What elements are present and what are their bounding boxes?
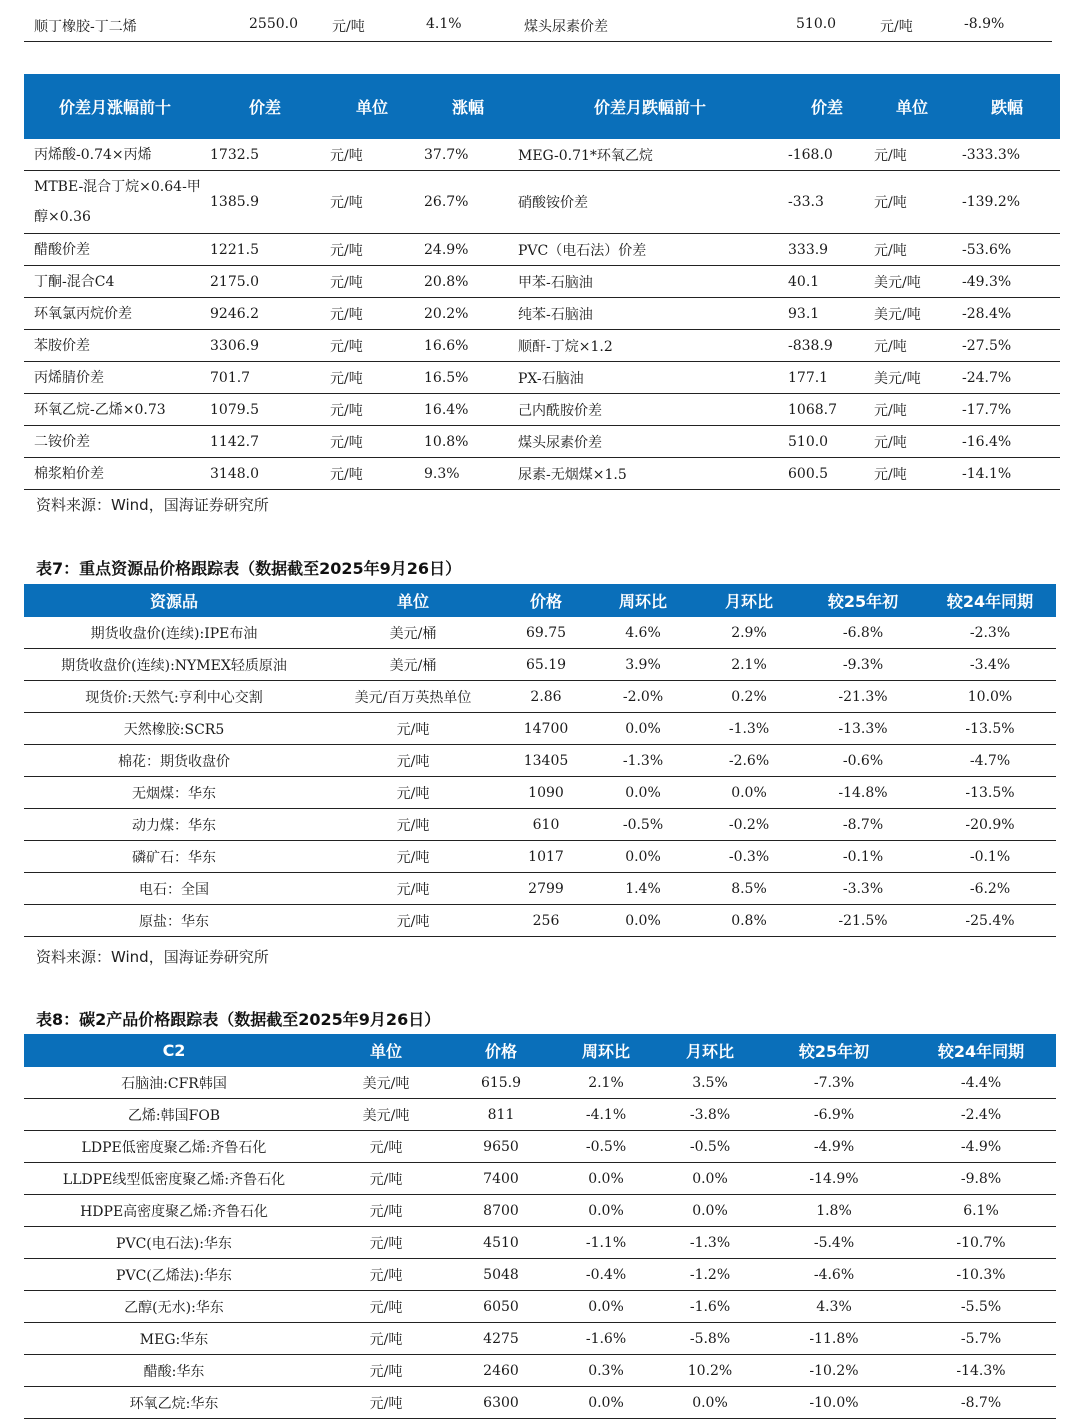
table-cell: 乙醇(无水):华东 — [24, 1291, 324, 1323]
table-cell: MEG:华东 — [24, 1323, 324, 1355]
table-cell: 93.1 — [784, 298, 870, 330]
table-cell: 600.5 — [784, 458, 870, 490]
table-cell: -10.3% — [906, 1259, 1056, 1291]
table-cell: 37.7% — [420, 139, 516, 171]
table-cell: 丙烯腈价差 — [24, 362, 206, 394]
table-cell: -4.9% — [762, 1131, 906, 1163]
column-header: 涨幅 — [420, 74, 516, 139]
table-cell: -2.6% — [696, 745, 802, 777]
table-cell: 2.1% — [554, 1067, 658, 1099]
resource-price-table — [24, 584, 1056, 937]
table-cell: -16.4% — [954, 426, 1060, 458]
table-cell: LLDPE线型低密度聚乙烯:齐鲁石化 — [24, 1163, 324, 1195]
table-cell: -5.8% — [658, 1323, 762, 1355]
table-row — [24, 139, 1060, 171]
table-cell: 20.2% — [420, 298, 516, 330]
table-cell: -4.7% — [924, 745, 1056, 777]
table-cell: 期货收盘价(连续):NYMEX轻质原油 — [24, 649, 324, 681]
table-cell: 2175.0 — [206, 266, 324, 298]
table-cell: 元/吨 — [324, 873, 502, 905]
table-cell: 4.3% — [762, 1291, 906, 1323]
table-cell: 醋酸价差 — [24, 234, 206, 266]
table-cell: 美元/桶 — [324, 617, 502, 649]
table-cell: 9.3% — [420, 458, 516, 490]
table-row — [24, 841, 1056, 873]
table-cell: -3.8% — [658, 1099, 762, 1131]
table-cell: 69.75 — [502, 617, 590, 649]
cont-unit2: 元/吨 — [880, 19, 913, 35]
table-cell: 9246.2 — [206, 298, 324, 330]
table-cell: 元/吨 — [324, 1355, 448, 1387]
table-cell: -14.1% — [954, 458, 1060, 490]
table-cell: -1.6% — [658, 1291, 762, 1323]
cont-unit: 元/吨 — [332, 19, 365, 35]
table-cell: PVC(乙烯法):华东 — [24, 1259, 324, 1291]
column-header: 周环比 — [590, 584, 696, 617]
table-cell: 0.0% — [590, 841, 696, 873]
cont-change2: -8.9% — [964, 16, 1005, 32]
table-cell: 1221.5 — [206, 234, 324, 266]
table-cell: 701.7 — [206, 362, 324, 394]
table-cell: -1.2% — [658, 1259, 762, 1291]
cont-price: 2550.0 — [249, 16, 298, 32]
table-cell: LDPE低密度聚乙烯:齐鲁石化 — [24, 1131, 324, 1163]
table-cell: 元/吨 — [324, 713, 502, 745]
table-cell: 0.0% — [590, 905, 696, 937]
table-cell: -9.8% — [906, 1163, 1056, 1195]
column-header: 价格 — [502, 584, 590, 617]
table-cell: -13.5% — [924, 777, 1056, 809]
table-row — [24, 1387, 1056, 1419]
table-cell: 1068.7 — [784, 394, 870, 426]
table-cell: 0.8% — [696, 905, 802, 937]
table-cell: -5.5% — [906, 1291, 1056, 1323]
table-cell: -21.5% — [802, 905, 924, 937]
table-cell: 丁酮-混合C4 — [24, 266, 206, 298]
table-header-row — [24, 584, 1056, 617]
table-cell: 2460 — [448, 1355, 554, 1387]
column-header: 价差 — [206, 74, 324, 139]
table-row — [24, 681, 1056, 713]
table-cell: 4.6% — [590, 617, 696, 649]
table-cell: 元/吨 — [324, 426, 420, 458]
table-cell: -7.3% — [762, 1067, 906, 1099]
table-cell: 天然橡胶:SCR5 — [24, 713, 324, 745]
table-cell: 元/吨 — [324, 1227, 448, 1259]
table-row — [24, 394, 1060, 426]
table-cell: 8.5% — [696, 873, 802, 905]
table-cell: PVC（电石法）价差 — [516, 234, 784, 266]
table-cell: -27.5% — [954, 330, 1060, 362]
table-cell: 元/吨 — [324, 777, 502, 809]
table-cell: 元/吨 — [324, 841, 502, 873]
table-cell: 0.0% — [658, 1387, 762, 1419]
column-header: 价差月涨幅前十 — [24, 74, 206, 139]
table-cell: 610 — [502, 809, 590, 841]
column-header: 较24年同期 — [906, 1034, 1056, 1067]
table-cell: 0.0% — [658, 1163, 762, 1195]
column-header: 较24年同期 — [924, 584, 1056, 617]
table-cell: 元/吨 — [324, 905, 502, 937]
table-cell: -3.4% — [924, 649, 1056, 681]
table-cell: -8.7% — [802, 809, 924, 841]
table-cell: 元/吨 — [324, 330, 420, 362]
column-header: 较25年初 — [802, 584, 924, 617]
table-row — [24, 905, 1056, 937]
table-cell: 电石：全国 — [24, 873, 324, 905]
table-cell: 7400 — [448, 1163, 554, 1195]
table-cell: -0.6% — [802, 745, 924, 777]
table-cell: 磷矿石：华东 — [24, 841, 324, 873]
table-cell: 40.1 — [784, 266, 870, 298]
table-cell: PVC(电石法):华东 — [24, 1227, 324, 1259]
table-cell: 16.4% — [420, 394, 516, 426]
table-cell: 0.0% — [554, 1195, 658, 1227]
table-cell: 0.0% — [696, 777, 802, 809]
table-cell: 1.8% — [762, 1195, 906, 1227]
table-cell: -0.5% — [554, 1131, 658, 1163]
table-row — [24, 1067, 1056, 1099]
table-cell: 2799 — [502, 873, 590, 905]
column-header: 资源品 — [24, 584, 324, 617]
table-cell: 元/吨 — [324, 745, 502, 777]
table-row — [24, 362, 1060, 394]
table-cell: 2.86 — [502, 681, 590, 713]
table-cell: -28.4% — [954, 298, 1060, 330]
table-cell: -4.1% — [554, 1099, 658, 1131]
table-cell: 元/吨 — [324, 458, 420, 490]
table-cell: 美元/吨 — [870, 266, 954, 298]
spread-movers-table — [24, 74, 1060, 490]
table-cell: 美元/吨 — [870, 298, 954, 330]
table-cell: -168.0 — [784, 139, 870, 171]
table-cell: 动力煤：华东 — [24, 809, 324, 841]
table-cell: -838.9 — [784, 330, 870, 362]
table-cell: -333.3% — [954, 139, 1060, 171]
column-header: 较25年初 — [762, 1034, 906, 1067]
column-header: 单位 — [324, 584, 502, 617]
table-row — [24, 745, 1056, 777]
table-cell: -1.3% — [696, 713, 802, 745]
column-header: 单位 — [324, 74, 420, 139]
table-cell: 3148.0 — [206, 458, 324, 490]
table-row — [24, 458, 1060, 490]
table-row — [24, 234, 1060, 266]
table-cell: 元/吨 — [324, 1259, 448, 1291]
table-cell: 环氧乙烷-乙烯×0.73 — [24, 394, 206, 426]
table-cell: 丙烯酸-0.74×丙烯 — [24, 139, 206, 171]
table-cell: -1.3% — [658, 1227, 762, 1259]
table-cell: 3.5% — [658, 1067, 762, 1099]
table-cell: -2.3% — [924, 617, 1056, 649]
table-cell: -49.3% — [954, 266, 1060, 298]
cont-name2: 煤头尿素价差 — [524, 19, 608, 35]
table-row — [24, 1227, 1056, 1259]
table-cell: -10.2% — [762, 1355, 906, 1387]
table-row — [24, 298, 1060, 330]
cont-price2: 510.0 — [796, 16, 837, 32]
table-cell: 4510 — [448, 1227, 554, 1259]
table-row — [24, 266, 1060, 298]
table-cell: 14700 — [502, 713, 590, 745]
table-cell: 纯苯-石脑油 — [516, 298, 784, 330]
table-cell: 811 — [448, 1099, 554, 1131]
table-row — [24, 1323, 1056, 1355]
table-cell: 1.4% — [590, 873, 696, 905]
table-cell: -9.3% — [802, 649, 924, 681]
table-cell: 美元/吨 — [324, 1067, 448, 1099]
table-row — [24, 1291, 1056, 1323]
table-cell: -0.1% — [802, 841, 924, 873]
table-cell: 棉花：期货收盘价 — [24, 745, 324, 777]
column-header: 价格 — [448, 1034, 554, 1067]
column-header: 价差 — [784, 74, 870, 139]
table-cell: -0.1% — [924, 841, 1056, 873]
table7-caption: 表7：重点资源品价格跟踪表（数据截至2025年9月26日） — [36, 559, 462, 578]
table-cell: 2.1% — [696, 649, 802, 681]
table-row — [24, 1259, 1056, 1291]
column-header: 周环比 — [554, 1034, 658, 1067]
column-header: 单位 — [324, 1034, 448, 1067]
table-cell: -14.9% — [762, 1163, 906, 1195]
table-cell: 0.0% — [590, 713, 696, 745]
table-cell: 煤头尿素价差 — [516, 426, 784, 458]
table-cell: 元/吨 — [324, 1323, 448, 1355]
table2-source: 资料来源：Wind，国海证券研究所 — [36, 948, 269, 966]
table-cell: 10.0% — [924, 681, 1056, 713]
column-header: 月环比 — [696, 584, 802, 617]
table-cell: -11.8% — [762, 1323, 906, 1355]
table-cell: 美元/桶 — [324, 649, 502, 681]
table-cell: -10.7% — [906, 1227, 1056, 1259]
table-cell: 现货价:天然气:亨利中心交割 — [24, 681, 324, 713]
table-cell: 0.0% — [658, 1195, 762, 1227]
table-cell: 甲苯-石脑油 — [516, 266, 784, 298]
table-cell: -0.4% — [554, 1259, 658, 1291]
table1-source: 资料来源：Wind，国海证券研究所 — [36, 496, 269, 514]
table-cell: 棉浆粕价差 — [24, 458, 206, 490]
table-cell: 1385.9 — [206, 171, 324, 234]
table-row — [24, 1195, 1056, 1227]
table-cell: -8.7% — [906, 1387, 1056, 1419]
table-cell: 元/吨 — [324, 1131, 448, 1163]
table-cell: -5.7% — [906, 1323, 1056, 1355]
table-cell: 元/吨 — [324, 298, 420, 330]
column-header: 价差月跌幅前十 — [516, 74, 784, 139]
table-cell: 26.7% — [420, 171, 516, 234]
table-cell: 1090 — [502, 777, 590, 809]
table-cell: 20.8% — [420, 266, 516, 298]
table-cell: 16.5% — [420, 362, 516, 394]
table-cell: 0.3% — [554, 1355, 658, 1387]
table-cell: 6300 — [448, 1387, 554, 1419]
table-cell: 硝酸铵价差 — [516, 171, 784, 234]
table-cell: 石脑油:CFR韩国 — [24, 1067, 324, 1099]
table-cell: 乙烯:韩国FOB — [24, 1099, 324, 1131]
column-header: 月环比 — [658, 1034, 762, 1067]
table-row — [24, 1131, 1056, 1163]
table-cell: 元/吨 — [324, 362, 420, 394]
table-row — [24, 1163, 1056, 1195]
table-cell: -6.8% — [802, 617, 924, 649]
table-cell: -4.4% — [906, 1067, 1056, 1099]
table-cell: 元/吨 — [324, 1291, 448, 1323]
table-cell: 5048 — [448, 1259, 554, 1291]
table-cell: -14.8% — [802, 777, 924, 809]
table-cell: 元/吨 — [324, 809, 502, 841]
table-cell: -0.5% — [658, 1131, 762, 1163]
table8-caption: 表8：碳2产品价格跟踪表（数据截至2025年9月26日） — [36, 1010, 441, 1029]
table-cell: 615.9 — [448, 1067, 554, 1099]
table-cell: PX-石脑油 — [516, 362, 784, 394]
table-cell: 美元/百万英热单位 — [324, 681, 502, 713]
table-cell: 1079.5 — [206, 394, 324, 426]
table-cell: 美元/吨 — [870, 362, 954, 394]
table-cell: -33.3 — [784, 171, 870, 234]
table-row — [24, 777, 1056, 809]
table-row — [24, 1099, 1056, 1131]
cont-change: 4.1% — [426, 16, 462, 32]
table-cell: 苯胺价差 — [24, 330, 206, 362]
table-cell: 元/吨 — [870, 171, 954, 234]
table-cell: -2.4% — [906, 1099, 1056, 1131]
table-row — [24, 617, 1056, 649]
table-cell: 元/吨 — [870, 330, 954, 362]
table-cell: 9650 — [448, 1131, 554, 1163]
table-cell: 3306.9 — [206, 330, 324, 362]
table-cell: -4.6% — [762, 1259, 906, 1291]
table-cell: 元/吨 — [870, 426, 954, 458]
table-cell: 尿素-无烟煤×1.5 — [516, 458, 784, 490]
table-cell: 环氧氯丙烷价差 — [24, 298, 206, 330]
table-cell: 10.2% — [658, 1355, 762, 1387]
table-cell: 美元/吨 — [324, 1099, 448, 1131]
table-cell: 13405 — [502, 745, 590, 777]
table-cell: -5.4% — [762, 1227, 906, 1259]
table-cell: 1017 — [502, 841, 590, 873]
table-cell: 己内酰胺价差 — [516, 394, 784, 426]
table-cell: -17.7% — [954, 394, 1060, 426]
table-cell: 元/吨 — [324, 1163, 448, 1195]
table-cell: 元/吨 — [324, 1195, 448, 1227]
table-cell: 元/吨 — [324, 234, 420, 266]
table-cell: 177.1 — [784, 362, 870, 394]
table-cell: -13.3% — [802, 713, 924, 745]
table-cell: 期货收盘价(连续):IPE布油 — [24, 617, 324, 649]
table-cell: 0.0% — [554, 1387, 658, 1419]
table-cell: 元/吨 — [870, 139, 954, 171]
table-cell: 元/吨 — [324, 1387, 448, 1419]
table-cell: 256 — [502, 905, 590, 937]
table-cell: 4275 — [448, 1323, 554, 1355]
table-cell: -6.2% — [924, 873, 1056, 905]
column-header: 跌幅 — [954, 74, 1060, 139]
table-cell: -0.5% — [590, 809, 696, 841]
table-cell: MEG-0.71*环氧乙烷 — [516, 139, 784, 171]
table-cell: -139.2% — [954, 171, 1060, 234]
table-cell: 16.6% — [420, 330, 516, 362]
table-cell: -53.6% — [954, 234, 1060, 266]
table-cell: -0.2% — [696, 809, 802, 841]
table-cell: 0.2% — [696, 681, 802, 713]
column-header: C2 — [24, 1034, 324, 1067]
table-cell: HDPE高密度聚乙烯:齐鲁石化 — [24, 1195, 324, 1227]
table-cell: 2.9% — [696, 617, 802, 649]
c2-price-table — [24, 1034, 1056, 1419]
table-header-row — [24, 74, 1060, 139]
table-cell: -20.9% — [924, 809, 1056, 841]
table-cell: 二铵价差 — [24, 426, 206, 458]
table-cell: 8700 — [448, 1195, 554, 1227]
cont-name: 顺丁橡胶-丁二烯 — [34, 19, 137, 35]
table-cell: -25.4% — [924, 905, 1056, 937]
table-cell: -13.5% — [924, 713, 1056, 745]
table-cell: 元/吨 — [870, 458, 954, 490]
table-cell: 顺酐-丁烷×1.2 — [516, 330, 784, 362]
table-cell: MTBE-混合丁烷×0.64-甲醇×0.36 — [24, 171, 206, 234]
table-cell: 0.0% — [554, 1163, 658, 1195]
table-row — [24, 873, 1056, 905]
table-cell: 元/吨 — [324, 171, 420, 234]
table-cell: -1.1% — [554, 1227, 658, 1259]
table-cell: 元/吨 — [870, 394, 954, 426]
table-cell: -14.3% — [906, 1355, 1056, 1387]
table-cell: 0.0% — [590, 777, 696, 809]
table-cell: 10.8% — [420, 426, 516, 458]
table-header-row — [24, 1034, 1056, 1067]
table-cell: -0.3% — [696, 841, 802, 873]
table-cell: 333.9 — [784, 234, 870, 266]
table-cell: -3.3% — [802, 873, 924, 905]
table-cell: 元/吨 — [324, 266, 420, 298]
table-row — [24, 330, 1060, 362]
table-row — [24, 809, 1056, 841]
table-row — [24, 171, 1060, 234]
table-cell: 无烟煤：华东 — [24, 777, 324, 809]
table-cell: 醋酸:华东 — [24, 1355, 324, 1387]
table-cell: 1732.5 — [206, 139, 324, 171]
table-cell: 元/吨 — [324, 394, 420, 426]
table-cell: 元/吨 — [870, 234, 954, 266]
table-cell: -2.0% — [590, 681, 696, 713]
table-cell: -10.0% — [762, 1387, 906, 1419]
table-cell: 3.9% — [590, 649, 696, 681]
table-cell: 6050 — [448, 1291, 554, 1323]
table-cell: 6.1% — [906, 1195, 1056, 1227]
table-cell: 1142.7 — [206, 426, 324, 458]
table-cell: -21.3% — [802, 681, 924, 713]
table-row — [24, 713, 1056, 745]
table-cell: 24.9% — [420, 234, 516, 266]
table-cell: 510.0 — [784, 426, 870, 458]
table-row — [24, 1355, 1056, 1387]
table-cell: 元/吨 — [324, 139, 420, 171]
table-row — [24, 426, 1060, 458]
table-cell: -24.7% — [954, 362, 1060, 394]
table-cell: -4.9% — [906, 1131, 1056, 1163]
continuation-row — [24, 0, 1052, 42]
table-row — [24, 649, 1056, 681]
table-cell: -1.6% — [554, 1323, 658, 1355]
column-header: 单位 — [870, 74, 954, 139]
table-cell: 原盐：华东 — [24, 905, 324, 937]
table-cell: 环氧乙烷:华东 — [24, 1387, 324, 1419]
table-cell: -6.9% — [762, 1099, 906, 1131]
table-cell: 65.19 — [502, 649, 590, 681]
table-cell: 0.0% — [554, 1291, 658, 1323]
table-cell: -1.3% — [590, 745, 696, 777]
